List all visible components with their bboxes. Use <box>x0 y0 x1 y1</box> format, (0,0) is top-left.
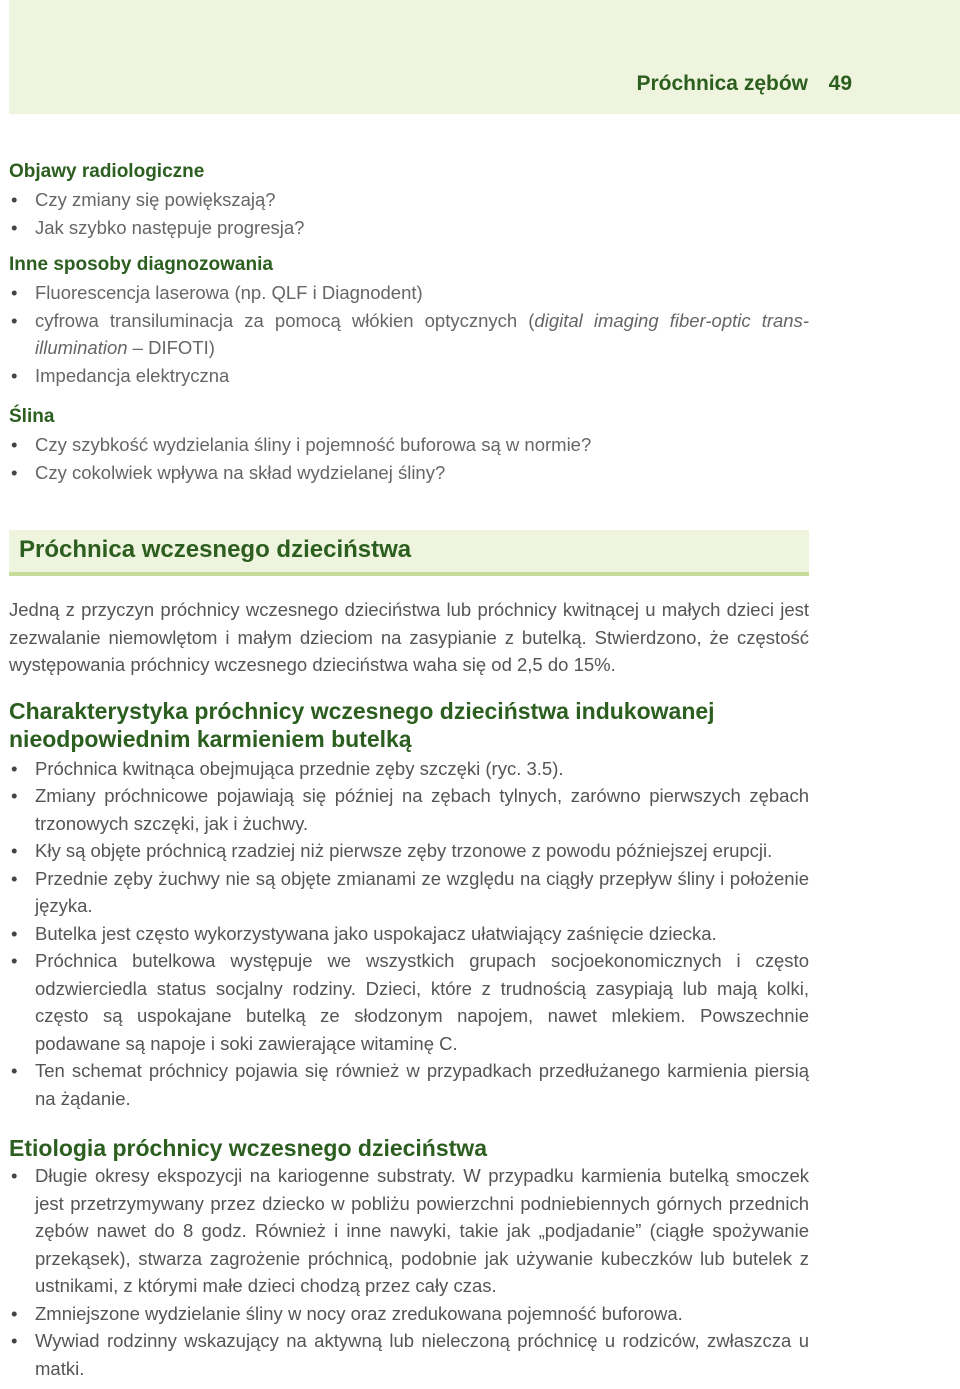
list-item-text: – DIFOTI) <box>127 337 215 358</box>
list-item: • Czy zmiany się powiększają? <box>9 186 809 214</box>
radiology-list <box>9 186 809 241</box>
list-item: • Kły są objęte próchnicą rzadziej niż pierwsze zęby trzonowe z powodu późniejszej erupcji. <box>9 837 809 865</box>
section-banner <box>9 530 809 576</box>
list-item: • Zmniejszone wydzielanie śliny w nocy oraz zredukowana pojemność buforowa. <box>9 1300 809 1328</box>
list-item-text: cyfrowa transiluminacja za pomocą włókien optycznych ( <box>35 309 535 331</box>
list-item-italic-term: digital imaging fiber-optic trans-illumination <box>35 309 809 358</box>
list-item: • Długie okresy ekspozycji na kariogenne substraty. W przypadku karmienia butelką smoczek jest przetrzymywany przez dziecko w pobliżu powierzchni podniebiennych górnych przednich zębów nawet do 8 godz. Również i inne nawyki, takie jak „podjadanie” (ciągłe spożywanie przekąsek), stwarza zagrożenie próchnicą, podobnie jak używanie kubeczków lub butelek z ustnikami, z którymi małe dzieci chodzą przez cały czas. <box>9 1162 809 1300</box>
list-item: • Impedancja elektryczna <box>9 362 809 390</box>
running-title: Próchnica zębów <box>636 72 808 95</box>
list-item: • Próchnica butelkowa występuje we wszystkich grupach socjoekonomicznych i często odzwierciedla status socjalny rodziny. Dzieci, które z trudnością zasypiają lub mają kolki, często są uspokajane butelką ze słodzonym napojem, nawet mlekiem. Powszechnie podawane są napoje i soki zawierające witaminę C. <box>9 947 809 1057</box>
page-number: 49 <box>828 72 852 95</box>
list-item <box>9 307 809 362</box>
saliva-heading: Ślina <box>9 406 55 427</box>
list-item: • Ten schemat próchnicy pojawia się również w przypadkach przedłużanego karmienia piersią na żądanie. <box>9 1057 809 1112</box>
list-item: • Jak szybko następuje progresja? <box>9 214 809 242</box>
characteristics-list <box>9 755 809 1113</box>
list-item: • Przednie zęby żuchwy nie są objęte zmianami ze względu na ciągły przepływ śliny i położenie języka. <box>9 865 809 920</box>
other-methods-list <box>9 279 809 389</box>
characteristics-heading: Charakterystyka próchnicy wczesnego dzieciństwa indukowanej nieodpowiednim karmieniem butelką <box>9 697 715 752</box>
section-intro: Jedną z przyczyn próchnicy wczesnego dzieciństwa lub próchnicy kwitnącej u małych dzieci jest zezwalanie niemowlętom i małym dzieciom na zasypianie z butelką. Stwierdzono, że częstość występowania próchnicy wczesnego dzieciństwa waha się od 2,5 do 15%. <box>9 599 809 675</box>
list-item: • Próchnica kwitnąca obejmująca przednie zęby szczęki (ryc. 3.5). <box>9 755 809 783</box>
list-item: • Fluorescencja laserowa (np. QLF i Diagnodent) <box>9 279 809 307</box>
list-item: • Czy cokolwiek wpływa na skład wydzielanej śliny? <box>9 459 809 487</box>
list-item: • Wywiad rodzinny wskazujący na aktywną lub nieleczoną próchnicę u rodziców, zwłaszcza u matki. <box>9 1327 809 1382</box>
other-methods-heading: Inne sposoby diagnozowania <box>9 254 273 275</box>
page-header <box>9 0 960 114</box>
list-item: • Zmiany próchnicowe pojawiają się później na zębach tylnych, zarówno pierwszych zębach trzonowych szczęki, jak i żuchwy. <box>9 782 809 837</box>
page-content <box>9 158 809 1382</box>
list-item: • Butelka jest często wykorzystywana jako uspokajacz ułatwiający zaśnięcie dziecka. <box>9 920 809 948</box>
etiology-heading: Etiologia próchnicy wczesnego dzieciństwa <box>9 1135 487 1161</box>
list-item: • Czy szybkość wydzielania śliny i pojemność buforowa są w normie? <box>9 431 809 459</box>
section-title: Próchnica wczesnego dzieciństwa <box>19 536 412 563</box>
etiology-list <box>9 1162 809 1382</box>
saliva-list <box>9 431 809 486</box>
radiology-heading: Objawy radiologiczne <box>9 161 205 182</box>
